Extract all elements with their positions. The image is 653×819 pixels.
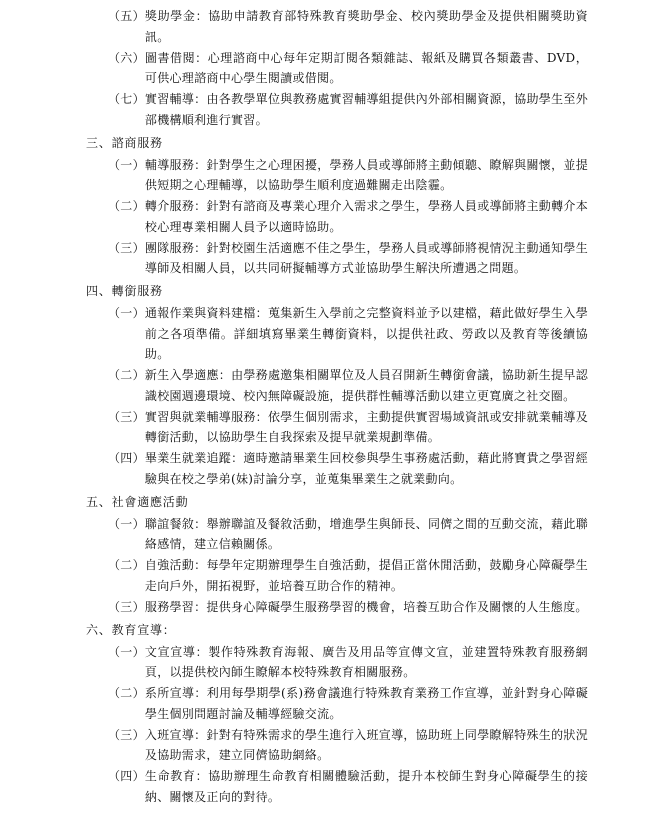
item-text: 系所宣導：利用每學期學(系)務會議進行特殊教育業務工作宣導，並針對身心障礙學生個別問題討論及輔導經驗交流。 [144,686,588,721]
list-item [0,48,588,90]
item-label: （三） [108,240,145,255]
list-item [0,514,588,556]
section-continued [0,6,653,131]
item-text: 圖書借閱：心理諮商中心每年定期訂閱各類雜誌、報紙及購買各類叢書、DVD，可供心理諮商中心學生閱讀或借閱。 [144,50,588,85]
item-label: （一） [108,644,145,659]
list-item [0,196,588,238]
item-label: （二） [108,368,145,382]
list-item [0,89,588,131]
section-heading: 三、諮商服務 [86,135,163,150]
item-text: 服務學習：提供身心障礙學生服務學習的機會，培養互助合作及關懷的人生態度。 [144,599,588,614]
item-label: （四） [108,451,145,465]
item-text: 新生入學適應：由學務處邀集相關單位及人員召開新生轉銜會議，協助新生提早認識校園週邊環境、校內無障礙設施，提供群性輔導活動以建立更寬廣之社交圈。 [144,368,588,403]
list-item [0,683,588,725]
item-text: 輔導服務：針對學生之心理困擾，學務人員或導師將主動傾聽、瞭解與關懷，並提供短期之心理輔導，以協助學生順利度過難關走出陰霾。 [144,157,588,192]
item-text: 畢業生就業追蹤：適時邀請畢業生回校參與學生事務處活動，藉此將寶貴之學習經驗與在校之學弟(妹)討論分享，並蒐集畢業生之就業動向。 [144,451,588,486]
item-label: （六） [108,50,145,65]
item-label: （五） [108,9,145,23]
item-label: （一） [108,516,145,531]
section-transition [0,279,653,490]
item-text: 聯誼餐敘：舉辦聯誼及餐敘活動，增進學生與師長、同儕之間的互動交流，藉此聯絡感情，建立信賴關係。 [144,516,588,551]
item-label: （三） [108,727,145,742]
list-item [0,407,588,449]
list-item [0,597,588,618]
section-counseling [0,131,653,280]
item-text: 實習輔導：由各教學單位與教務處實習輔導組提供內外部相關資源，協助學生至外部機構順利進行實習。 [144,92,588,127]
item-text: 團隊服務：針對校園生活適應不佳之學生，學務人員或導師將視情況主動通知學生導師及相關人員，以共同研擬輔導方式並協助學生解決所遭遇之問題。 [144,240,588,275]
list-item [0,238,588,280]
section-heading: 五、社會適應活動 [86,494,189,509]
list-item [0,155,588,197]
item-label: （二） [108,199,145,213]
item-text: 獎助學金：協助申請教育部特殊教育獎助學金、校內獎助學金及提供相關獎助資訊。 [144,9,588,44]
item-text: 入班宣導：針對有特殊需求的學生進行入班宣導，協助班上同學瞭解特殊生的狀況及協助需求，建立同儕協助網絡。 [144,727,588,762]
item-text: 通報作業與資料建檔：蒐集新生入學前之完整資料並予以建檔，藉此做好學生入學前之各項準備。詳細填寫畢業生轉銜資料，以提供社政、勞政以及教育等後續協助。 [144,306,588,361]
item-label: （一） [108,306,145,320]
list-item [0,6,588,48]
document-page [0,6,653,808]
item-label: （二） [108,558,145,572]
item-text: 生命教育：協助辦理生命教育相關體驗活動，提升本校師生對身心障礙學生的接納、關懷及正向的對待。 [144,769,588,804]
item-label: （四） [108,769,145,783]
list-item [0,365,588,407]
list-item [0,448,588,490]
item-label: （一） [108,157,145,172]
list-item [0,725,588,767]
item-text: 轉介服務：針對有諮商及專業心理介入需求之學生，學務人員或導師將主動轉介本校心理專業相關人員予以適時協助。 [144,199,588,234]
list-item [0,555,588,597]
list-item [0,766,588,808]
section-heading: 六、教育宣導： [86,622,176,637]
section-social-adaptation [0,490,653,618]
item-label: （二） [108,686,145,700]
list-item [0,642,588,684]
list-item [0,303,588,365]
item-label: （七） [108,92,145,106]
item-text: 自強活動：每學年定期辦理學生自強活動，提倡正當休閒活動，鼓勵身心障礙學生走向戶外，開拓視野，並培養互助合作的精神。 [144,558,588,593]
item-text: 實習與就業輔導服務：依學生個別需求，主動提供實習場域資訊或安排就業輔導及轉銜活動，以協助學生自我探索及提早就業規劃準備。 [144,409,588,444]
section-education-advocacy [0,618,653,808]
item-text: 文宣宣導：製作特殊教育海報、廣告及用品等宣傳文宣，並建置特殊教育服務網頁，以提供校內師生瞭解本校特殊教育相關服務。 [144,644,588,679]
section-heading: 四、轉銜服務 [86,284,163,298]
item-label: （三） [108,599,145,614]
item-label: （三） [108,409,145,424]
